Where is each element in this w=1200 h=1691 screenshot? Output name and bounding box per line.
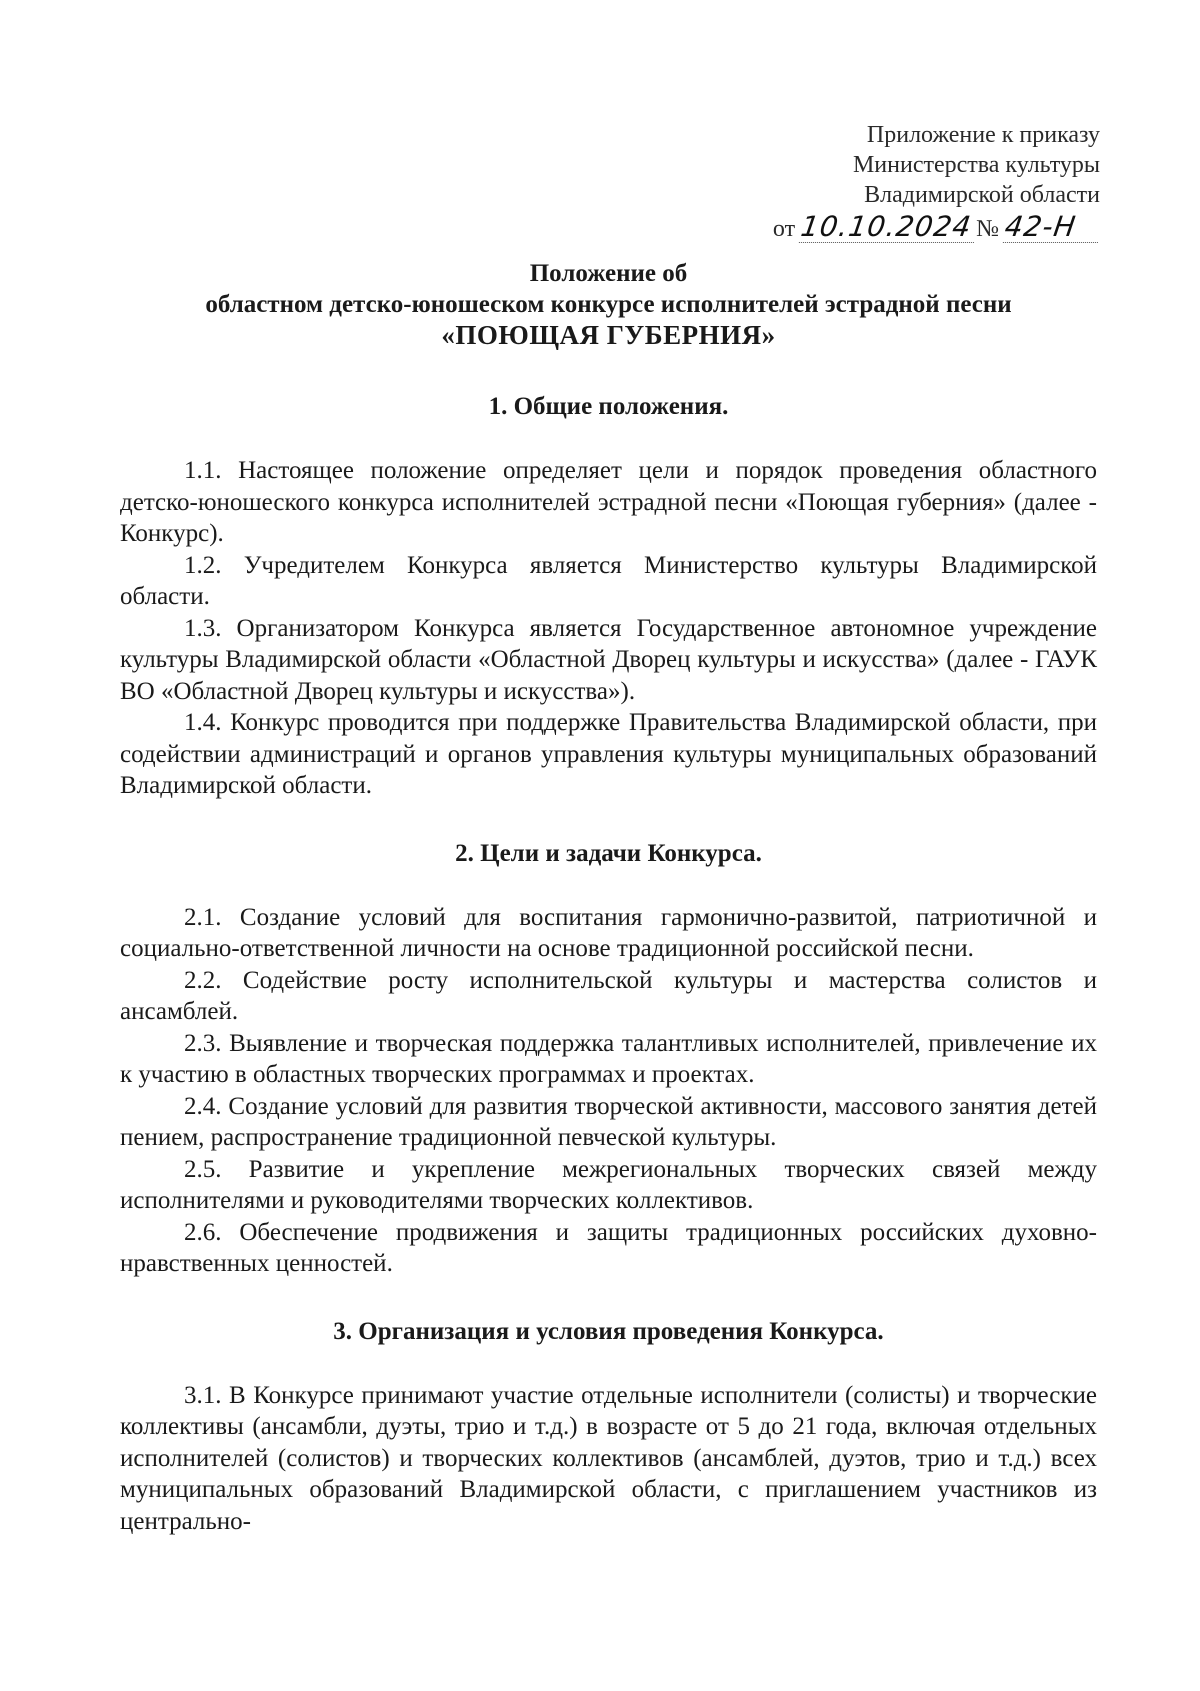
paragraph-2-2: 2.2. Содействие росту исполнительской культуры и мастерства солистов и ансамблей. [120, 966, 1097, 1025]
paragraph-3-1: 3.1. В Конкурсе принимают участие отдельные исполнители (солисты) и творческие коллективы (ансамбли, дуэты, трио и т.д.) в возрасте от 5 до 21 года, включая отдельных исполнителей (солистов) и творческих коллективов (ансамблей, дуэтов, трио и т.д.) всех муниципальных образований Владимирской области, с приглашением участников из центрально- [120, 1381, 1097, 1535]
appendix-line-1: Приложение к приказу [866, 122, 1100, 148]
section-heading-3: 3. Организация и условия проведения Конкурса. [333, 1317, 884, 1345]
paragraph-1-4: 1.4. Конкурс проводится при поддержке Правительства Владимирской области, при содействии администраций и органов управления культуры муниципальных образований Владимирской области. [120, 709, 1097, 799]
date-prefix: от [772, 216, 796, 242]
section-heading-2: 2. Цели и задачи Конкурса. [455, 839, 762, 867]
paragraph-1-3: 1.3. Организатором Конкурса является Государственное автономное учреждение культуры Владимирской области «Областной Дворец культуры и искусства» (далее - ГАУК ВО «Областной Дворец культуры и искусства»). [120, 614, 1097, 705]
title-line-3: «ПОЮЩАЯ ГУБЕРНИЯ» [441, 320, 776, 350]
handwritten-date: 10.10.2024 [799, 212, 978, 243]
handwritten-number: 42-Н [1003, 212, 1102, 243]
appendix-header [680, 120, 1100, 244]
appendix-date-line [680, 212, 1100, 244]
title-line-1: Положение об [529, 260, 688, 287]
paragraph-1-1: 1.1. Настоящее положение определяет цели и порядок проведения областного детско-юношеского конкурса исполнителей эстрадной песни «Поющая губерния» (далее - Конкурс). [120, 457, 1097, 547]
paragraph-2-3: 2.3. Выявление и творческая поддержка талантливых исполнителей, привлечение их к участию в областных творческих программах и проектах. [120, 1029, 1097, 1088]
paragraph-2-1: 2.1. Создание условий для воспитания гармонично-развитой, патриотичной и социально-ответственной личности на основе традиционной российской песни. [120, 903, 1097, 962]
document-title [120, 258, 1097, 351]
paragraph-2-6: 2.6. Обеспечение продвижения и защиты традиционных российских духовно-нравственных ценностей. [120, 1218, 1097, 1277]
title-line-2: областном детско-юношеском конкурсе исполнителей эстрадной песни [205, 291, 1012, 318]
paragraph-1-2: 1.2. Учредителем Конкурса является Министерство культуры Владимирской области. [120, 551, 1097, 610]
appendix-line-2: Министерства культуры [852, 152, 1100, 178]
paragraph-2-5: 2.5. Развитие и укрепление межрегиональных творческих связей между исполнителями и руководителями творческих коллективов. [120, 1155, 1097, 1214]
section-heading-1: 1. Общие положения. [488, 393, 729, 420]
paragraph-2-4: 2.4. Создание условий для развития творческой активности, массового занятия детей пением, распространение традиционной певческой культуры. [120, 1092, 1097, 1151]
appendix-line-3: Владимирской области [864, 182, 1100, 208]
document-body [120, 258, 1097, 1537]
number-prefix: № [976, 216, 999, 242]
